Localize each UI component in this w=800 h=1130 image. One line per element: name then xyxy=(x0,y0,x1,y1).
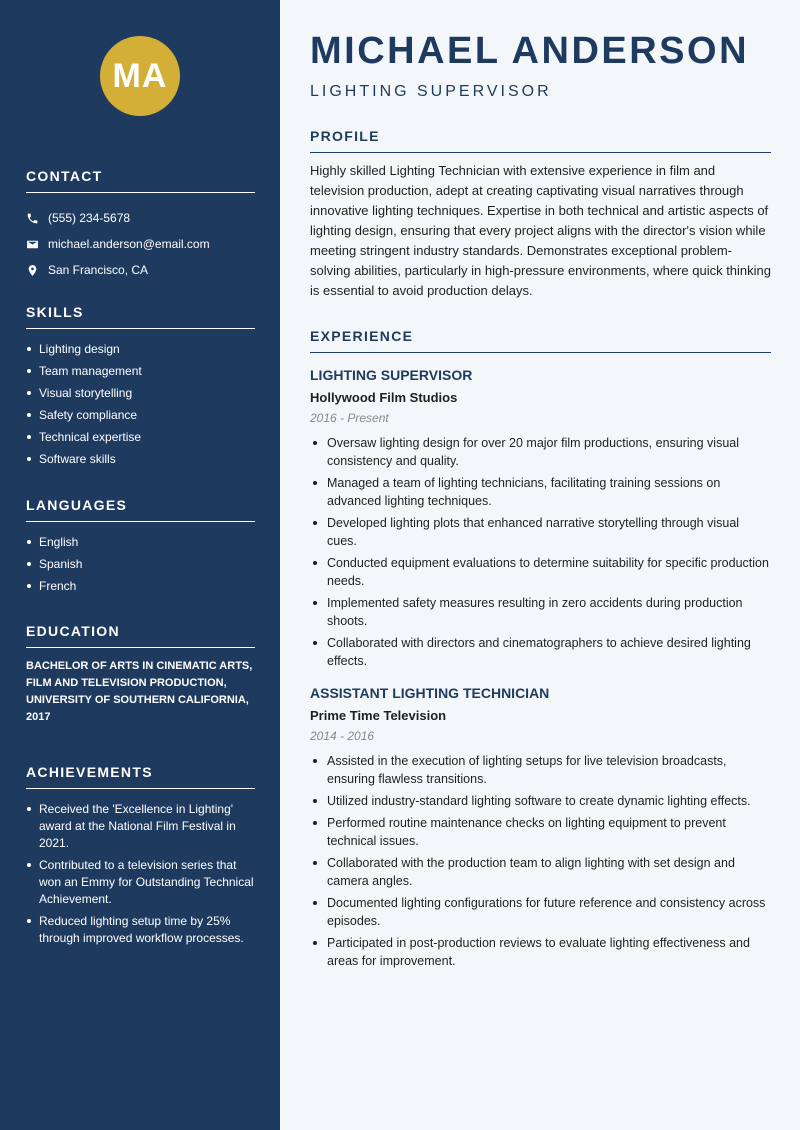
job-bullet: Managed a team of lighting technicians, facilitating training sessions on advanced lighting techniques. xyxy=(310,474,771,510)
job-bullet: Conducted equipment evaluations to determine suitability for specific production needs. xyxy=(310,554,771,590)
contact-heading: CONTACT xyxy=(26,168,255,193)
language-item: Spanish xyxy=(26,553,255,575)
job-dates: 2014 - 2016 xyxy=(310,729,375,743)
job-company: Hollywood Film Studios xyxy=(310,390,458,405)
job-dates: 2016 - Present xyxy=(310,411,389,425)
contact-phone xyxy=(26,205,255,231)
job-bullet: Assisted in the execution of lighting setups for live television broadcasts, ensuring flawless transitions. xyxy=(310,752,771,788)
job-bullet: Performed routine maintenance checks on lighting equipment to prevent technical issues. xyxy=(310,814,771,850)
location-icon xyxy=(26,264,39,277)
job-company: Prime Time Television xyxy=(310,708,447,723)
achievements-list xyxy=(26,801,255,947)
language-item: English xyxy=(26,531,255,553)
sidebar xyxy=(0,0,280,1130)
achievement-item: Received the 'Excellence in Lighting' award at the National Film Festival in 2021. xyxy=(26,801,255,852)
skill-item: Lighting design xyxy=(26,338,255,360)
profile-heading: PROFILE xyxy=(310,128,771,153)
avatar-initials: MA xyxy=(100,36,180,116)
skill-item: Software skills xyxy=(26,448,255,470)
phone-icon xyxy=(26,212,39,225)
experience-heading: EXPERIENCE xyxy=(310,328,771,353)
achievement-item: Contributed to a television series that won an Emmy for Outstanding Technical Achievement. xyxy=(26,857,255,908)
profile-text: Highly skilled Lighting Technician with extensive experience in film and television production, adept at creating captivating visual narratives through innovative lighting techniques. Expertise in both technical and artistic aspects of lighting design, ensuring that every project aligns with the director's vision while meeting stringent industry standards. Demonstrates exceptional problem-solving abilities, particularly in high-pressure environments, where quick thinking is essential to avoid production delays. xyxy=(310,163,771,298)
contact-list xyxy=(26,205,255,283)
job-bullets xyxy=(310,434,771,670)
contact-email xyxy=(26,231,255,257)
contact-location xyxy=(26,257,255,283)
language-item: French xyxy=(26,575,255,597)
job-bullet: Collaborated with directors and cinematographers to achieve desired lighting effects. xyxy=(310,634,771,670)
location-text: San Francisco, CA xyxy=(48,263,149,277)
skills-list xyxy=(26,338,255,470)
job-entry-title: LIGHTING SUPERVISOR xyxy=(310,367,473,383)
candidate-name: MICHAEL ANDERSON xyxy=(310,30,750,72)
job-bullet: Participated in post-production reviews to evaluate lighting effectiveness and areas for improvement. xyxy=(310,934,771,970)
skill-item: Visual storytelling xyxy=(26,382,255,404)
languages-list xyxy=(26,531,255,597)
achievements-section xyxy=(26,764,255,952)
languages-heading: LANGUAGES xyxy=(26,497,255,522)
education-section xyxy=(26,623,255,726)
skills-heading: SKILLS xyxy=(26,304,255,329)
skill-item: Technical expertise xyxy=(26,426,255,448)
email-icon xyxy=(26,238,39,251)
job-bullet: Utilized industry-standard lighting software to create dynamic lighting effects. xyxy=(310,792,771,810)
job-title: LIGHTING SUPERVISOR xyxy=(310,83,552,100)
education-heading: EDUCATION xyxy=(26,623,255,648)
job-bullet: Documented lighting configurations for future reference and consistency across episodes. xyxy=(310,894,771,930)
job-entry-title: ASSISTANT LIGHTING TECHNICIAN xyxy=(310,685,550,701)
contact-section xyxy=(26,168,255,283)
email-text: michael.anderson@email.com xyxy=(48,237,210,251)
education-text: BACHELOR OF ARTS IN CINEMATIC ARTS, FILM AND TELEVISION PRODUCTION, UNIVERSITY OF SOUTHERN CALIFORNIA, 2017 xyxy=(26,660,253,723)
languages-section xyxy=(26,497,255,597)
skill-item: Safety compliance xyxy=(26,404,255,426)
job-bullet: Collaborated with the production team to align lighting with set design and camera angles. xyxy=(310,854,771,890)
profile-section xyxy=(310,128,771,301)
phone-text: (555) 234-5678 xyxy=(48,211,131,225)
job-entry xyxy=(310,366,771,670)
achievement-item: Reduced lighting setup time by 25% through improved workflow processes. xyxy=(26,913,255,947)
experience-section xyxy=(310,328,771,974)
job-bullet: Implemented safety measures resulting in zero accidents during production shoots. xyxy=(310,594,771,630)
job-entry xyxy=(310,684,771,970)
job-bullets xyxy=(310,752,771,970)
skills-section xyxy=(26,304,255,470)
skill-item: Team management xyxy=(26,360,255,382)
achievements-heading: ACHIEVEMENTS xyxy=(26,764,255,789)
job-bullet: Developed lighting plots that enhanced narrative storytelling through visual cues. xyxy=(310,514,771,550)
job-bullet: Oversaw lighting design for over 20 major film productions, ensuring visual consistency and quality. xyxy=(310,434,771,470)
